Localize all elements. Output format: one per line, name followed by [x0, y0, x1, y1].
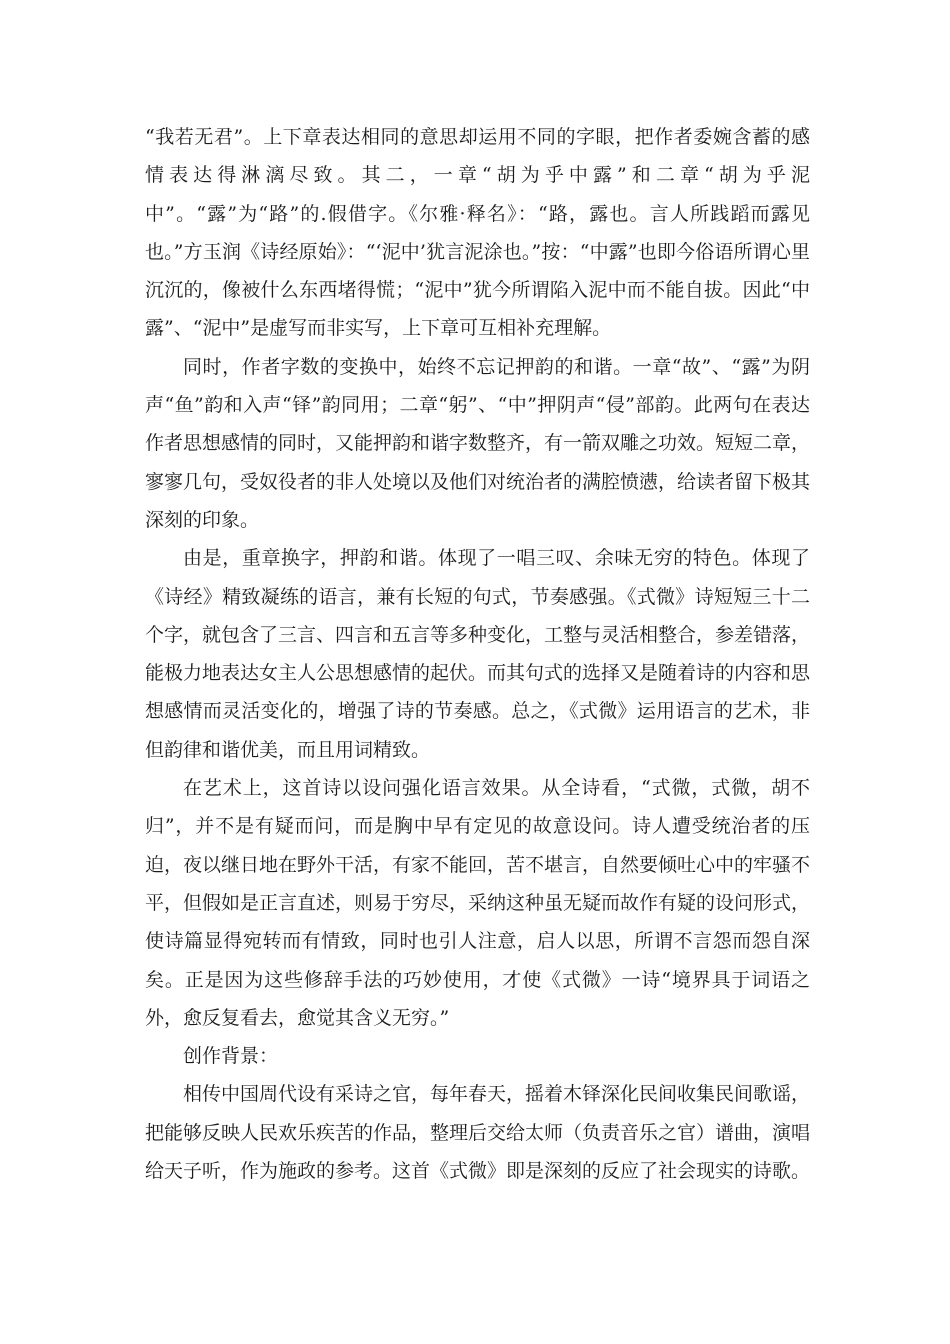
document-body	[145, 118, 810, 1190]
paragraph-shiwei-word-choice: “我若无君”。上下章表达相同的意思却运用不同的字眼，把作者委婉含蓄的感情表达得淋漓尽致。其二，一章“胡为乎中露”和二章“胡为乎泥中”。“露”为“路”的.假借字。《尔雅·释名》：“路，露也。言人所践蹈而露见也。”方玉润《诗经原始》：“‘泥中’犹言泥涂也。”按：“中露”也即今俗语所谓心里沉沉的，像被什么东西堵得慌；“泥中”犹今所谓陷入泥中而不能自拔。因此“中露”、“泥中”是虚写而非实写，上下章可互相补充理解。	[145, 126, 810, 340]
paragraph-creation-background: 相传中国周代设有采诗之官，每年春天，摇着木铎深化民间收集民间歌谣，把能够反映人民欢乐疾苦的作品，整理后交给太师（负责音乐之官）谱曲，演唱给天子听，作为施政的参考。这首《式微》即是深刻的反应了社会现实的诗歌。	[145, 1083, 811, 1183]
paragraph-rhyme-harmony: 同时，作者字数的变换中，始终不忘记押韵的和谐。一章“故”、“露”为阴声“鱼”韵和入声“铎”韵同用；二章“躬”、“中”押阴声“侵”部韵。此两句在表达作者思想感情的同时，又能押韵和谐字数整齐，有一箭双雕之功效。短短二章，寥寥几句，受奴役者的非人处境以及他们对统治者的满腔愤懑，给读者留下极其深刻的印象。	[145, 355, 811, 531]
section-heading-background: 创作背景：	[183, 1045, 279, 1068]
paragraph-sentence-rhythm: 由是，重章换字，押韵和谐。体现了一唱三叹、余味无穷的特色。体现了《诗经》精致凝练的语言，兼有长短的句式，节奏感强。《式微》诗短短三十二个字，就包含了三言、四言和五言等多种变化，工整与灵活相整合，参差错落，能极力地表达女主人公思想感情的起伏。而其句式的选择又是随着诗的内容和思想感情而灵活变化的，增强了诗的节奏感。总之，《式微》运用语言的艺术，非但韵律和谐优美，而且用词精致。	[145, 547, 811, 761]
paragraph-rhetorical-question: 在艺术上，这首诗以设问强化语言效果。从全诗看，“式微，式微，胡不归”，并不是有疑而问，而是胸中早有定见的故意设问。诗人遭受统治者的压迫，夜以继日地在野外干活，有家不能回，苦不堪言，自然要倾吐心中的牢骚不平，但假如是正言直述，则易于穷尽，采纳这种虽无疑而故作有疑的设问形式，使诗篇显得宛转而有情致，同时也引人注意，启人以思，所谓不言怨而怨自深矣。正是因为这些修辞手法的巧妙使用，才使《式微》一诗“境界具于词语之外，愈反复看去，愈觉其含义无穷。”	[145, 777, 811, 1029]
